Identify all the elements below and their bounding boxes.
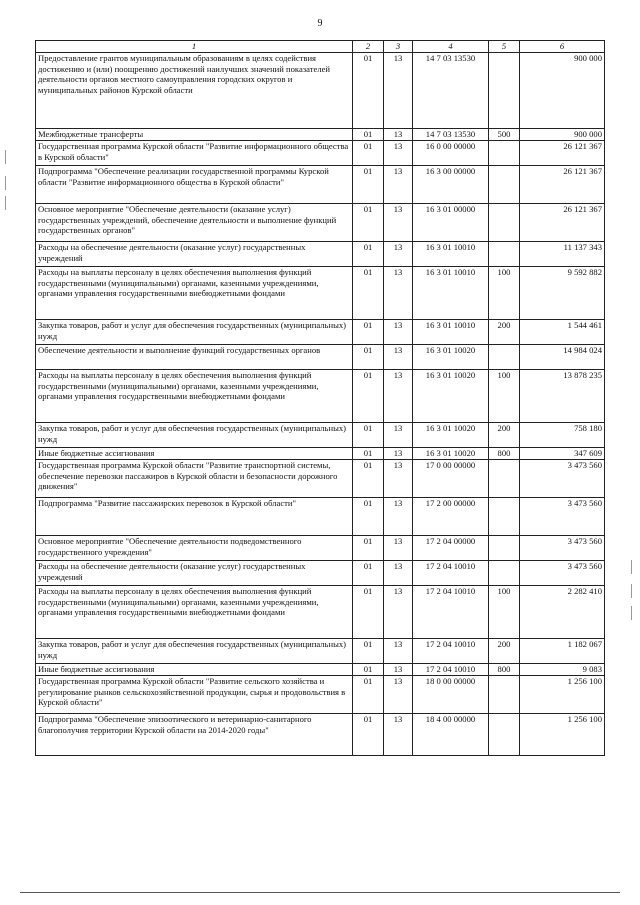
row-expense-type-cell [489, 166, 520, 204]
row-section-cell: 01 [353, 536, 384, 561]
row-name-cell: Расходы на выплаты персоналу в целях обеспечения выполнения функций государственными (муниципальными) органами, казенными учреждениями, органами управления государственными внебюджетными фондами [36, 267, 353, 320]
row-expense-type-cell [489, 561, 520, 586]
table-row [36, 448, 605, 460]
row-section-cell: 01 [353, 53, 384, 129]
row-amount-cell: 26 121 367 [520, 204, 605, 242]
table-row [36, 664, 605, 676]
row-section-cell: 01 [353, 141, 384, 166]
header-col-3: 3 [384, 41, 413, 53]
table-row [36, 320, 605, 345]
row-section-cell: 01 [353, 639, 384, 664]
row-expense-type-cell: 100 [489, 370, 520, 423]
header-col-4: 4 [413, 41, 489, 53]
row-target-article-cell: 16 3 01 10010 [413, 320, 489, 345]
row-section-cell: 01 [353, 664, 384, 676]
row-subsection-cell: 13 [384, 53, 413, 129]
row-target-article-cell: 16 3 01 10010 [413, 242, 489, 267]
page-bottom-rule [20, 892, 620, 893]
row-target-article-cell: 18 0 00 00000 [413, 676, 489, 714]
row-target-article-cell: 17 2 00 00000 [413, 498, 489, 536]
row-amount-cell: 3 473 560 [520, 460, 605, 498]
row-amount-cell: 1 256 100 [520, 676, 605, 714]
row-expense-type-cell [489, 53, 520, 129]
row-amount-cell: 900 000 [520, 53, 605, 129]
table-row [36, 536, 605, 561]
row-target-article-cell: 16 0 00 00000 [413, 141, 489, 166]
row-amount-cell: 347 609 [520, 448, 605, 460]
row-expense-type-cell: 100 [489, 267, 520, 320]
row-subsection-cell: 13 [384, 498, 413, 536]
row-expense-type-cell: 200 [489, 320, 520, 345]
row-name-cell: Государственная программа Курской области "Развитие информационного общества в Курской области" [36, 141, 353, 166]
row-amount-cell: 2 282 410 [520, 586, 605, 639]
row-amount-cell: 3 473 560 [520, 498, 605, 536]
row-subsection-cell: 13 [384, 204, 413, 242]
row-target-article-cell: 17 0 00 00000 [413, 460, 489, 498]
row-subsection-cell: 13 [384, 586, 413, 639]
row-target-article-cell: 17 2 04 10010 [413, 561, 489, 586]
row-amount-cell: 3 473 560 [520, 561, 605, 586]
row-subsection-cell: 13 [384, 166, 413, 204]
table-row [36, 370, 605, 423]
row-subsection-cell: 13 [384, 561, 413, 586]
row-section-cell: 01 [353, 714, 384, 756]
row-amount-cell: 9 083 [520, 664, 605, 676]
table-row [36, 345, 605, 370]
row-subsection-cell: 13 [384, 448, 413, 460]
table-row [36, 460, 605, 498]
row-subsection-cell: 13 [384, 460, 413, 498]
row-target-article-cell: 17 2 04 00000 [413, 536, 489, 561]
row-amount-cell: 1 544 461 [520, 320, 605, 345]
scan-margin-mark [631, 606, 632, 620]
row-amount-cell: 14 984 024 [520, 345, 605, 370]
row-name-cell: Предоставление грантов муниципальным образованиям в целях содействия достижению и (или) поощрению достижений наилучших значений показателей деятельности органов местного самоуправления городских округов и муниципальных районов Курской области [36, 53, 353, 129]
scan-margin-mark [631, 584, 632, 598]
table-row [36, 204, 605, 242]
row-expense-type-cell [489, 242, 520, 267]
row-section-cell: 01 [353, 561, 384, 586]
row-section-cell: 01 [353, 586, 384, 639]
row-name-cell: Расходы на выплаты персоналу в целях обеспечения выполнения функций государственными (муниципальными) органами, казенными учреждениями, органами управления государственными внебюджетными фондами [36, 586, 353, 639]
row-subsection-cell: 13 [384, 345, 413, 370]
row-expense-type-cell [489, 204, 520, 242]
row-target-article-cell: 16 3 01 10020 [413, 345, 489, 370]
page-number: 9 [317, 18, 323, 29]
row-subsection-cell: 13 [384, 141, 413, 166]
row-name-cell: Государственная программа Курской области "Развитие сельского хозяйства и регулирование рынков сельскохозяйственной продукции, сырья и продовольствия в Курской области" [36, 676, 353, 714]
table-row [36, 242, 605, 267]
row-target-article-cell: 18 4 00 00000 [413, 714, 489, 756]
row-target-article-cell: 17 2 04 10010 [413, 664, 489, 676]
row-subsection-cell: 13 [384, 370, 413, 423]
row-subsection-cell: 13 [384, 242, 413, 267]
row-name-cell: Расходы на обеспечение деятельности (оказание услуг) государственных учреждений [36, 242, 353, 267]
row-amount-cell: 26 121 367 [520, 166, 605, 204]
table-row [36, 714, 605, 756]
table-row [36, 166, 605, 204]
row-section-cell: 01 [353, 267, 384, 320]
row-target-article-cell: 16 3 01 10020 [413, 448, 489, 460]
table-row [36, 586, 605, 639]
header-col-1: 1 [36, 41, 353, 53]
row-name-cell: Расходы на обеспечение деятельности (оказание услуг) государственных учреждений [36, 561, 353, 586]
table-row [36, 129, 605, 141]
row-target-article-cell: 16 3 01 10020 [413, 370, 489, 423]
table-row [36, 267, 605, 320]
scan-margin-mark [5, 196, 6, 210]
row-amount-cell: 900 000 [520, 129, 605, 141]
table-row [36, 676, 605, 714]
row-amount-cell: 1 182 067 [520, 639, 605, 664]
row-amount-cell: 11 137 343 [520, 242, 605, 267]
row-subsection-cell: 13 [384, 129, 413, 141]
row-subsection-cell: 13 [384, 639, 413, 664]
table-header-row [36, 41, 605, 53]
row-name-cell: Основное мероприятие "Обеспечение деятельности подведомственного государственного учреждения" [36, 536, 353, 561]
row-section-cell: 01 [353, 320, 384, 345]
table-row [36, 423, 605, 448]
table-row [36, 53, 605, 129]
row-expense-type-cell: 800 [489, 664, 520, 676]
header-col-5: 5 [489, 41, 520, 53]
row-target-article-cell: 16 3 01 10020 [413, 423, 489, 448]
row-amount-cell: 3 473 560 [520, 536, 605, 561]
row-amount-cell: 758 180 [520, 423, 605, 448]
row-subsection-cell: 13 [384, 267, 413, 320]
row-target-article-cell: 16 3 01 00000 [413, 204, 489, 242]
row-target-article-cell: 14 7 03 13530 [413, 129, 489, 141]
header-col-6: 6 [520, 41, 605, 53]
row-section-cell: 01 [353, 129, 384, 141]
row-amount-cell: 1 256 100 [520, 714, 605, 756]
row-target-article-cell: 14 7 03 13530 [413, 53, 489, 129]
table-row [36, 141, 605, 166]
row-target-article-cell: 17 2 04 10010 [413, 586, 489, 639]
row-name-cell: Обеспечение деятельности и выполнение функций государственных органов [36, 345, 353, 370]
row-name-cell: Иные бюджетные ассигнования [36, 448, 353, 460]
row-target-article-cell: 16 3 01 10010 [413, 267, 489, 320]
row-expense-type-cell [489, 676, 520, 714]
row-expense-type-cell: 200 [489, 639, 520, 664]
table-row [36, 498, 605, 536]
row-name-cell: Закупка товаров, работ и услуг для обеспечения государственных (муниципальных) нужд [36, 423, 353, 448]
row-name-cell: Основное мероприятие "Обеспечение деятельности (оказание услуг) государственных учреждений, обеспечение деятельности и выполнение функций государственных органов" [36, 204, 353, 242]
row-amount-cell: 26 121 367 [520, 141, 605, 166]
row-section-cell: 01 [353, 676, 384, 714]
row-name-cell: Подпрограмма "Обеспечение реализации государственной программы Курской области "Развитие информационного общества в Курской области" [36, 166, 353, 204]
row-section-cell: 01 [353, 448, 384, 460]
row-name-cell: Государственная программа Курской области "Развитие транспортной системы, обеспечение перевозки пассажиров в Курской области и безопасности дорожного движения" [36, 460, 353, 498]
table-row [36, 639, 605, 664]
row-expense-type-cell [489, 498, 520, 536]
row-subsection-cell: 13 [384, 664, 413, 676]
row-section-cell: 01 [353, 498, 384, 536]
row-section-cell: 01 [353, 204, 384, 242]
row-expense-type-cell: 500 [489, 129, 520, 141]
row-section-cell: 01 [353, 345, 384, 370]
row-name-cell: Расходы на выплаты персоналу в целях обеспечения выполнения функций государственными (муниципальными) органами, казенными учреждениями, органами управления государственными внебюджетными фондами [36, 370, 353, 423]
row-section-cell: 01 [353, 423, 384, 448]
row-target-article-cell: 17 2 04 10010 [413, 639, 489, 664]
row-name-cell: Закупка товаров, работ и услуг для обеспечения государственных (муниципальных) нужд [36, 320, 353, 345]
row-name-cell: Иные бюджетные ассигнования [36, 664, 353, 676]
row-section-cell: 01 [353, 166, 384, 204]
row-expense-type-cell: 200 [489, 423, 520, 448]
row-subsection-cell: 13 [384, 423, 413, 448]
row-amount-cell: 13 878 235 [520, 370, 605, 423]
row-expense-type-cell [489, 141, 520, 166]
row-subsection-cell: 13 [384, 676, 413, 714]
row-name-cell: Подпрограмма "Обеспечение эпизоотического и ветеринарно-санитарного благополучия территории Курской области на 2014-2020 годы" [36, 714, 353, 756]
row-expense-type-cell [489, 536, 520, 561]
row-section-cell: 01 [353, 242, 384, 267]
row-target-article-cell: 16 3 00 00000 [413, 166, 489, 204]
row-name-cell: Закупка товаров, работ и услуг для обеспечения государственных (муниципальных) нужд [36, 639, 353, 664]
scan-margin-mark [631, 560, 632, 574]
row-expense-type-cell [489, 714, 520, 756]
budget-table [35, 40, 605, 756]
header-col-2: 2 [353, 41, 384, 53]
table-row [36, 561, 605, 586]
row-name-cell: Межбюджетные трансферты [36, 129, 353, 141]
row-expense-type-cell: 800 [489, 448, 520, 460]
row-expense-type-cell [489, 460, 520, 498]
row-subsection-cell: 13 [384, 536, 413, 561]
scan-margin-mark [5, 176, 6, 190]
row-expense-type-cell: 100 [489, 586, 520, 639]
row-name-cell: Подпрограмма "Развитие пассажирских перевозок в Курской области" [36, 498, 353, 536]
row-amount-cell: 9 592 882 [520, 267, 605, 320]
row-expense-type-cell [489, 345, 520, 370]
row-subsection-cell: 13 [384, 714, 413, 756]
scan-margin-mark [5, 150, 6, 164]
row-section-cell: 01 [353, 370, 384, 423]
row-section-cell: 01 [353, 460, 384, 498]
row-subsection-cell: 13 [384, 320, 413, 345]
